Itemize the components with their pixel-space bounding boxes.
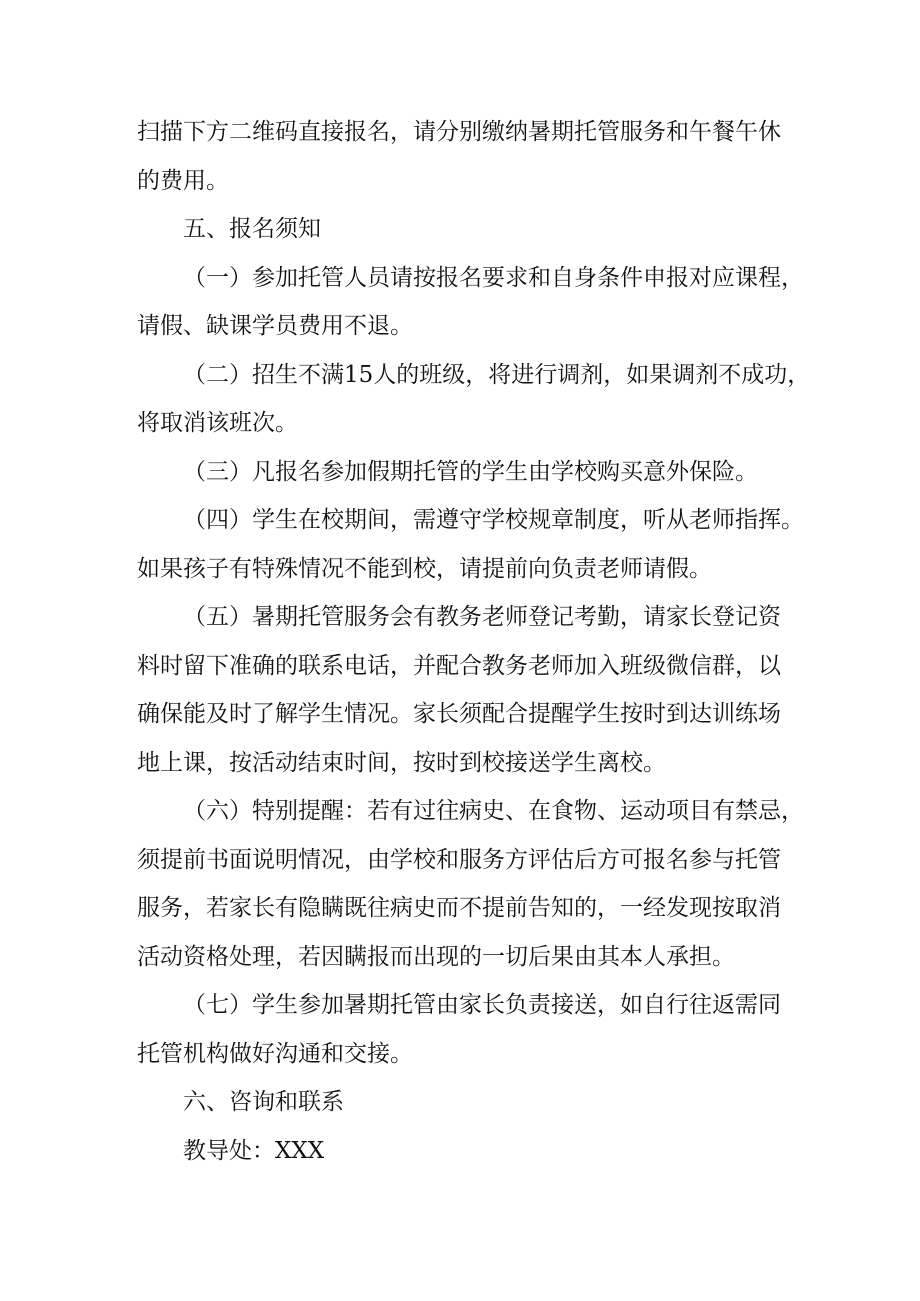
text-line: 五、报名须知 — [183, 216, 321, 242]
text-line: 须提前书面说明情况，由学校和服务方评估后方可报名参与托管 — [137, 846, 781, 873]
text-line: 请假、缺课学员费用不退。 — [137, 313, 413, 339]
text-line: （四）学生在校期间，需遵守学校规章制度，听从老师指挥。 — [183, 507, 804, 533]
text-line: （二）招生不满15人的班级，将进行调剂，如果调剂不成功， — [183, 361, 811, 388]
text-line: 料时留下准确的联系电话，并配合教务老师加入班级微信群，以 — [137, 652, 781, 679]
text-line: 地上课，按活动结束时间，按时到校接送学生离校。 — [137, 749, 666, 776]
text-line: （三）凡报名参加假期托管的学生由学校购买意外保险。 — [183, 458, 758, 485]
text-line: 确保能及时了解学生情况。家长须配合提醒学生按时到达训练场 — [137, 701, 781, 727]
text-line: （七）学生参加暑期托管由家长负责接送，如自行往返需同 — [183, 992, 781, 1018]
text-line: （五）暑期托管服务会有教务老师登记考勤，请家长登记资 — [183, 604, 781, 630]
text-line: （六）特别提醒：若有过往病史、在食物、运动项目有禁忌， — [183, 798, 804, 824]
text-line: 扫描下方二维码直接报名，请分别缴纳暑期托管服务和午餐午休 — [137, 119, 781, 145]
text-line: 的费用。 — [137, 167, 229, 194]
text-line: 六、咨询和联系 — [183, 1089, 344, 1115]
document-body — [137, 108, 811, 1175]
text-line: 活动资格处理，若因瞒报而出现的一切后果由其本人承担。 — [137, 943, 735, 970]
text-line: 如果孩子有特殊情况不能到校，请提前向负责老师请假。 — [137, 555, 712, 582]
text-line: 服务，若家长有隐瞒既往病史而不提前告知的，一经发现按取消 — [137, 895, 781, 921]
text-line: 托管机构做好沟通和交接。 — [137, 1040, 413, 1067]
text-line: 教导处：XXX — [183, 1137, 325, 1164]
text-line: 将取消该班次。 — [137, 410, 298, 436]
text-line: （一）参加托管人员请按报名要求和自身条件申报对应课程， — [183, 264, 804, 291]
